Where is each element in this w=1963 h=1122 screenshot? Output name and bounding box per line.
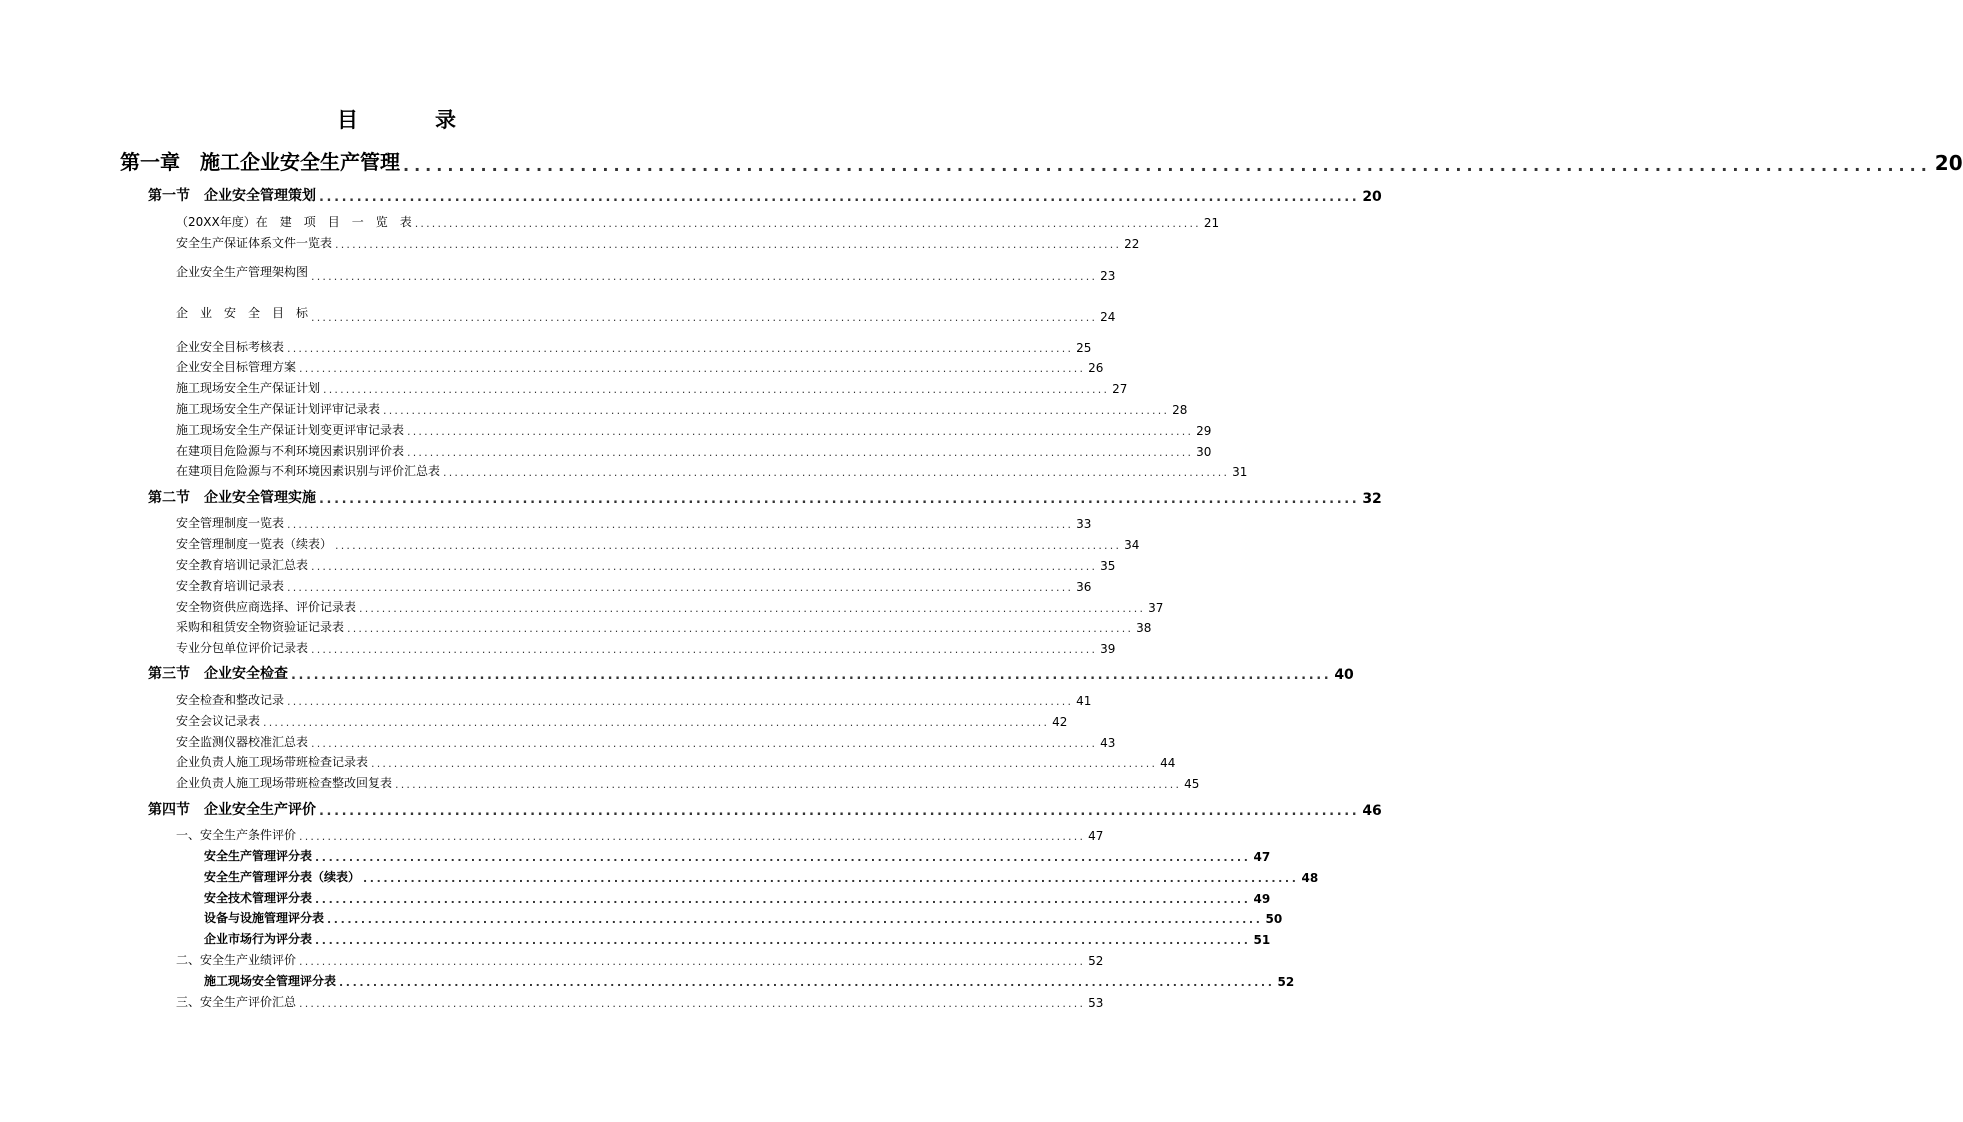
toc-entry[interactable] (176, 358, 1104, 375)
toc-leader: .......................................................................................................................................... (359, 602, 1146, 615)
toc-entry[interactable] (176, 421, 1212, 438)
toc-leader: .......................................................................................................................................... (311, 560, 1098, 573)
toc-entry[interactable] (176, 379, 1128, 396)
toc-label: 安全监测仪器校准汇总表 (176, 735, 309, 749)
toc-label: 企业市场行为评分表 (204, 932, 313, 946)
toc-label: 施工现场安全生产保证计划变更评审记录表 (176, 423, 405, 437)
toc-label: 第四节 企业安全生产评价 (148, 802, 316, 818)
toc-label: 企业安全目标管理方案 (176, 360, 297, 374)
toc-page: 34 (1124, 538, 1140, 552)
toc-label: 三、安全生产评价汇总 (176, 995, 297, 1009)
toc-page: 40 (1334, 667, 1354, 683)
toc-entry[interactable] (176, 263, 1116, 283)
toc-label: 安全会议记录表 (176, 714, 261, 728)
toc-leader: .......................................................................................................................................... (299, 362, 1086, 375)
toc-label: 在建项目危险源与不利环境因素识别评价表 (176, 444, 405, 458)
toc-leader: .......................................................................................................................................... (315, 934, 1251, 947)
toc-page: 52 (1088, 954, 1104, 968)
toc-leader: .......................................................................................................................................... (395, 778, 1182, 791)
toc-leader: .......................................................................................................................................... (315, 893, 1251, 906)
toc-entry[interactable] (176, 213, 1220, 230)
toc-label: 一、安全生产条件评价 (176, 828, 297, 842)
toc-leader: .......................................................................................................................................... (407, 446, 1194, 459)
toc-page: 52 (1277, 975, 1295, 989)
toc-label: 企业安全目标考核表 (176, 340, 285, 354)
toc-page: 28 (1172, 403, 1188, 417)
toc-leader: .......................................................................................................................................... (443, 466, 1230, 479)
toc-label: 施工现场安全管理评分表 (204, 974, 337, 988)
toc-label: 专业分包单位评价记录表 (176, 641, 309, 655)
toc-label: 二、安全生产业绩评价 (176, 953, 297, 967)
toc-page: 32 (1362, 491, 1382, 507)
toc-label: 企业负责人施工现场带班检查整改回复表 (176, 776, 393, 790)
toc-leader: .......................................................................................................................................... (383, 404, 1170, 417)
toc-entry[interactable] (176, 639, 1116, 656)
toc-label: 安全管理制度一览表（续表） (176, 537, 333, 551)
toc-chapter[interactable] (120, 146, 1963, 175)
toc-subentry[interactable] (204, 909, 1283, 926)
toc-subentry[interactable] (204, 930, 1271, 947)
toc-entry[interactable] (176, 514, 1092, 531)
toc-entry[interactable] (176, 462, 1248, 479)
toc-entry[interactable] (176, 598, 1164, 615)
toc-leader: .......................................................................................................................................... (287, 695, 1074, 708)
toc-leader: .......................................................................................................................................... (299, 997, 1086, 1010)
toc-page: 21 (1203, 216, 1220, 230)
toc-page: 53 (1088, 996, 1104, 1010)
toc-label: 设备与设施管理评分表 (204, 911, 325, 925)
toc-leader: .......................................................................................................................................... (287, 581, 1074, 594)
toc-entry[interactable] (176, 993, 1104, 1010)
toc-subentry[interactable] (204, 889, 1271, 906)
toc-entry[interactable] (176, 556, 1116, 573)
toc-page: 20 (1934, 151, 1963, 175)
toc-entry[interactable] (176, 234, 1140, 251)
toc-leader: .......................................................................................................................................... (335, 238, 1122, 251)
toc-leader: .......................................................................................................................................... (311, 737, 1098, 750)
toc-page: 48 (1301, 871, 1319, 885)
toc-leader: .......................................................................................................................................... (311, 311, 1098, 324)
toc-entry[interactable] (176, 826, 1104, 843)
toc-leader: .......................................................................................................................................... (347, 622, 1134, 635)
toc-entry[interactable] (176, 400, 1188, 417)
toc-page: 36 (1076, 580, 1092, 594)
toc-page: 44 (1160, 756, 1176, 770)
toc-label: 第三节 企业安全检查 (148, 666, 288, 682)
toc-page: 29 (1196, 424, 1212, 438)
toc-label: 安全生产管理评分表 (204, 849, 313, 863)
toc-section[interactable] (148, 185, 1382, 205)
toc-page: 25 (1076, 341, 1092, 355)
toc-leader: .......................................................................................................................................... (311, 270, 1098, 283)
toc-label: （20XX年度）在 建 项 目 一 览 表 (176, 215, 412, 229)
toc-page: 30 (1196, 445, 1212, 459)
toc-leader: .......................................................................................................................................... (407, 425, 1194, 438)
toc-leader: .......................................................................................................................................... (263, 716, 1050, 729)
toc-page: 45 (1184, 777, 1200, 791)
toc-label: 安全检查和整改记录 (176, 693, 285, 707)
toc-leader: .......................................................................................................................................... (311, 643, 1098, 656)
toc-page: 27 (1112, 382, 1128, 396)
toc-leader: .......................................................................................................................................... (319, 190, 1360, 205)
toc-entry[interactable] (176, 691, 1092, 708)
toc-label: 安全管理制度一览表 (176, 516, 285, 530)
toc-leader: .......................................................................................................................................... (414, 217, 1201, 230)
toc-leader: .......................................................................................................................................... (327, 913, 1263, 926)
toc-label: 第一章 施工企业安全生产管理 (120, 150, 400, 174)
toc-page: 46 (1362, 803, 1382, 819)
toc-label: 安全生产保证体系文件一览表 (176, 236, 333, 250)
toc-leader: .......................................................................................................................................... (319, 804, 1360, 819)
toc-entry[interactable] (176, 774, 1200, 791)
toc-entry[interactable] (176, 535, 1140, 552)
toc-label: 安全教育培训记录表 (176, 579, 285, 593)
toc-label: 企业安全生产管理架构图 (176, 265, 309, 279)
toc-page: 22 (1124, 237, 1140, 251)
toc-entry[interactable] (176, 338, 1092, 355)
toc-label: 第二节 企业安全管理实施 (148, 490, 316, 506)
toc-label: 安全物资供应商选择、评价记录表 (176, 600, 357, 614)
toc-page: 47 (1253, 850, 1271, 864)
toc-page: 35 (1100, 559, 1116, 573)
toc-page: 31 (1232, 465, 1248, 479)
toc-label: 在建项目危险源与不利环境因素识别与评价汇总表 (176, 464, 441, 478)
toc-page: 50 (1265, 912, 1283, 926)
toc-label: 第一节 企业安全管理策划 (148, 188, 316, 204)
toc-leader: .......................................................................................................................................... (363, 872, 1299, 885)
toc-entry[interactable] (176, 753, 1176, 770)
toc-title: 目 录 (337, 108, 484, 132)
toc-page: 47 (1088, 829, 1104, 843)
toc-page: 39 (1100, 642, 1116, 656)
toc-leader: .......................................................................................................................................... (287, 518, 1074, 531)
toc-leader: .......................................................................................................................................... (319, 492, 1360, 507)
toc-label: 安全技术管理评分表 (204, 891, 313, 905)
toc-leader: .......................................................................................................................................... (287, 342, 1074, 355)
toc-leader: .......................................................................................................................................... (299, 830, 1086, 843)
toc-leader: .......................................................................................................................................... (315, 851, 1251, 864)
toc-leader: .......................................................................................................................................... (299, 955, 1086, 968)
toc-page: 26 (1088, 361, 1104, 375)
toc-section[interactable] (148, 663, 1354, 683)
toc-page: 37 (1148, 601, 1164, 615)
toc-subentry[interactable] (204, 868, 1319, 885)
toc-label: 安全教育培训记录汇总表 (176, 558, 309, 572)
toc-subentry[interactable] (204, 972, 1295, 989)
toc-label: 安全生产管理评分表（续表） (204, 870, 361, 884)
toc-page: 33 (1076, 517, 1092, 531)
toc-leader: .......................................................................................................................................... (323, 383, 1110, 396)
toc-section[interactable] (148, 799, 1382, 819)
toc-page: 20 (1362, 189, 1382, 205)
toc-leader: .......................................................................................................................................... (291, 668, 1332, 683)
toc-page: 42 (1052, 715, 1068, 729)
toc-entry[interactable] (176, 442, 1212, 459)
toc-leader: .......................................................................................................................................... (371, 757, 1158, 770)
toc-section[interactable] (148, 487, 1382, 507)
toc-page: 24 (1100, 310, 1116, 324)
toc-entry[interactable] (176, 712, 1068, 729)
toc-leader: .......................................................................................................................................... (339, 976, 1275, 989)
toc-label: 企业负责人施工现场带班检查记录表 (176, 755, 369, 769)
toc-label: 施工现场安全生产保证计划 (176, 381, 321, 395)
toc-entry[interactable] (176, 618, 1152, 635)
toc-page: 43 (1100, 736, 1116, 750)
toc-entry[interactable] (176, 304, 1116, 324)
toc-label: 企 业 安 全 目 标 (176, 306, 309, 320)
toc-leader: .......................................................................................................................................... (335, 539, 1122, 552)
toc-page: 23 (1100, 269, 1116, 283)
toc-label: 采购和租赁安全物资验证记录表 (176, 620, 345, 634)
toc-entry[interactable] (176, 577, 1092, 594)
toc-subentry[interactable] (204, 847, 1271, 864)
toc-page: 38 (1136, 621, 1152, 635)
toc-page: 51 (1253, 933, 1271, 947)
toc-entry[interactable] (176, 951, 1104, 968)
toc-page: 49 (1253, 892, 1271, 906)
toc-entry[interactable] (176, 733, 1116, 750)
toc-page: 41 (1076, 694, 1092, 708)
toc-leader: .......................................................................................................................................... (403, 156, 1932, 175)
toc-label: 施工现场安全生产保证计划评审记录表 (176, 402, 381, 416)
